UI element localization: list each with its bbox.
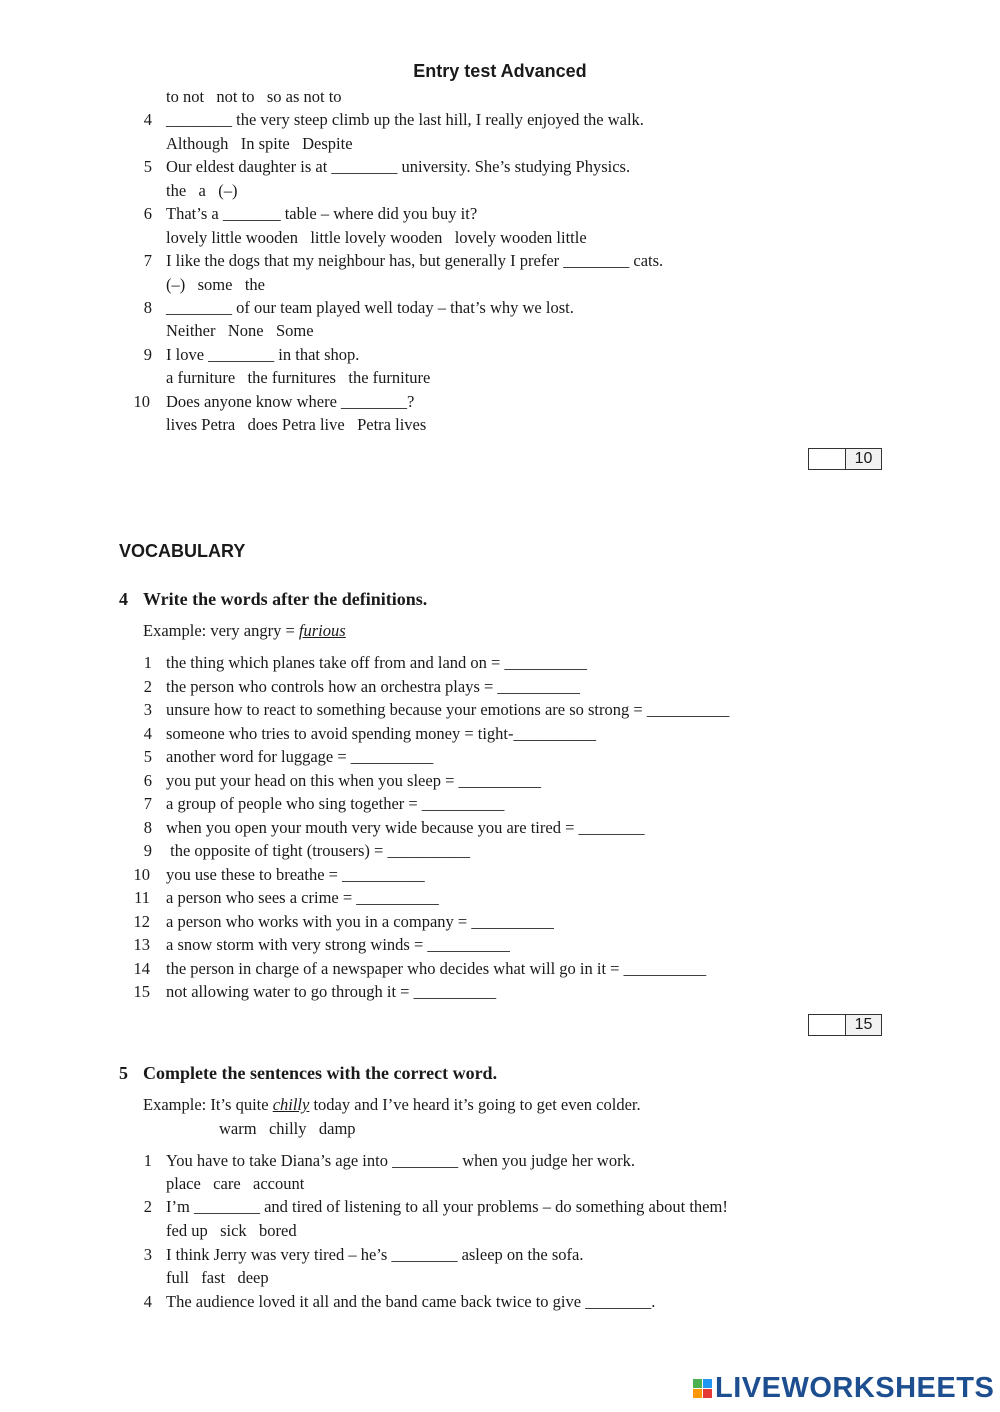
exercise-instruction: Complete the sentences with the correct word. xyxy=(143,1063,498,1083)
item-number: 11 xyxy=(134,888,150,907)
score-total: 15 xyxy=(846,1015,881,1035)
liveworksheets-logo[interactable] xyxy=(693,1372,994,1405)
definition-text: unsure how to react to something because your emotions are so strong = __________ xyxy=(166,700,730,719)
definition-text: you use these to breathe = __________ xyxy=(166,865,425,884)
item-options: fed up sick bored xyxy=(166,1221,297,1240)
item-sentence: That’s a _______ table – where did you buy it? xyxy=(166,204,478,223)
logo-square xyxy=(703,1389,712,1398)
logo-square xyxy=(703,1379,712,1388)
logo-square xyxy=(693,1379,702,1388)
definition-text: a person who works with you in a company = __________ xyxy=(166,912,554,931)
exercise-instruction: Write the words after the definitions. xyxy=(143,589,428,609)
exercise-number: 5 xyxy=(119,1063,128,1083)
exercise-4-example xyxy=(143,621,346,641)
example-suffix: today and I’ve heard it’s going to get even colder. xyxy=(309,1095,641,1114)
item-sentence: I like the dogs that my neighbour has, but generally I prefer ________ cats. xyxy=(166,251,664,270)
item-options: a furniture the furnitures the furniture xyxy=(166,368,431,387)
item-sentence: I love ________ in that shop. xyxy=(166,345,360,364)
item-number: 12 xyxy=(133,912,150,931)
definition-text: a snow storm with very strong winds = __________ xyxy=(166,935,510,954)
logo-grid-icon xyxy=(693,1379,712,1398)
item-number: 2 xyxy=(143,677,152,696)
item-number: 10 xyxy=(133,392,150,411)
item-number: 9 xyxy=(143,345,152,364)
item-options: lives Petra does Petra live Petra lives xyxy=(166,415,427,434)
item-options: full fast deep xyxy=(166,1268,269,1287)
exercise-4-heading xyxy=(119,588,427,610)
item-number: 15 xyxy=(133,982,150,1001)
item-sentence: I think Jerry was very tired – he’s ________ asleep on the sofa. xyxy=(166,1245,584,1264)
logo-text: LIVEWORKSHEETS xyxy=(715,1372,995,1404)
definition-text: someone who tries to avoid spending money = tight-__________ xyxy=(166,724,597,743)
score-entry-field[interactable] xyxy=(809,449,846,469)
item-sentence: The audience loved it all and the band came back twice to give ________. xyxy=(166,1292,656,1311)
item-options: lovely little wooden little lovely wooden lovely wooden little xyxy=(166,228,587,247)
exercise-5-example xyxy=(143,1095,641,1115)
item-number: 4 xyxy=(143,724,152,743)
example-prefix: Example: very angry = xyxy=(143,621,299,640)
exercise-5-heading xyxy=(119,1062,497,1084)
item-number: 4 xyxy=(143,110,152,129)
item-number: 6 xyxy=(143,204,152,223)
exercise-number: 4 xyxy=(119,589,128,609)
item-number: 2 xyxy=(143,1197,152,1216)
page-title: Entry test Advanced xyxy=(413,61,587,81)
definition-text: the thing which planes take off from and land on = __________ xyxy=(166,653,587,672)
item-number: 7 xyxy=(143,251,152,270)
item-number: 14 xyxy=(133,959,150,978)
item-sentence: I’m ________ and tired of listening to all your problems – do something about them! xyxy=(166,1197,728,1216)
definition-text: the opposite of tight (trousers) = __________ xyxy=(166,841,470,860)
definition-text: when you open your mouth very wide because you are tired = ________ xyxy=(166,818,645,837)
item-number: 4 xyxy=(143,1292,152,1311)
example-answer: furious xyxy=(298,621,346,640)
item-sentence: Our eldest daughter is at ________ university. She’s studying Physics. xyxy=(166,157,631,176)
item-number: 8 xyxy=(143,298,152,317)
item-number: 5 xyxy=(143,747,152,766)
item-number: 5 xyxy=(143,157,152,176)
definition-text: a group of people who sing together = __________ xyxy=(166,794,505,813)
vocabulary-score-box xyxy=(808,1014,882,1036)
item-number: 3 xyxy=(143,700,152,719)
item-options: the a (–) xyxy=(166,181,238,200)
item-number: 9 xyxy=(143,841,152,860)
item-number: 8 xyxy=(143,818,152,837)
definition-text: another word for luggage = __________ xyxy=(166,747,434,766)
item-options: Although In spite Despite xyxy=(166,134,353,153)
item-options: Neither None Some xyxy=(166,321,314,340)
section-heading-vocabulary: VOCABULARY xyxy=(119,541,246,561)
example-options: warm chilly damp xyxy=(219,1119,356,1138)
item-sentence: ________ of our team played well today – that’s why we lost. xyxy=(166,298,574,317)
item-options: (–) some the xyxy=(166,275,265,294)
item-number: 7 xyxy=(143,794,152,813)
logo-square xyxy=(693,1389,702,1398)
item-number: 13 xyxy=(133,935,150,954)
item-sentence: ________ the very steep climb up the last hill, I really enjoyed the walk. xyxy=(166,110,644,129)
item-options: place care account xyxy=(166,1174,305,1193)
definition-text: not allowing water to go through it = __________ xyxy=(166,982,497,1001)
definition-text: you put your head on this when you sleep = __________ xyxy=(166,771,542,790)
grammar-score-box xyxy=(808,448,882,470)
item-number: 10 xyxy=(133,865,150,884)
item-number: 1 xyxy=(143,1151,152,1170)
question-3-options: to not not to so as not to xyxy=(166,87,342,106)
example-prefix: Example: It’s quite xyxy=(143,1095,273,1114)
item-sentence: Does anyone know where ________? xyxy=(166,392,415,411)
score-total: 10 xyxy=(846,449,881,469)
score-entry-field[interactable] xyxy=(809,1015,846,1035)
item-number: 6 xyxy=(143,771,152,790)
definition-text: the person in charge of a newspaper who decides what will go in it = __________ xyxy=(166,959,707,978)
item-number: 3 xyxy=(143,1245,152,1264)
item-number: 1 xyxy=(143,653,152,672)
definition-text: a person who sees a crime = __________ xyxy=(166,888,439,907)
example-answer: chilly xyxy=(272,1095,310,1114)
definition-text: the person who controls how an orchestra plays = __________ xyxy=(166,677,580,696)
item-sentence: You have to take Diana’s age into ________ when you judge her work. xyxy=(166,1151,635,1170)
